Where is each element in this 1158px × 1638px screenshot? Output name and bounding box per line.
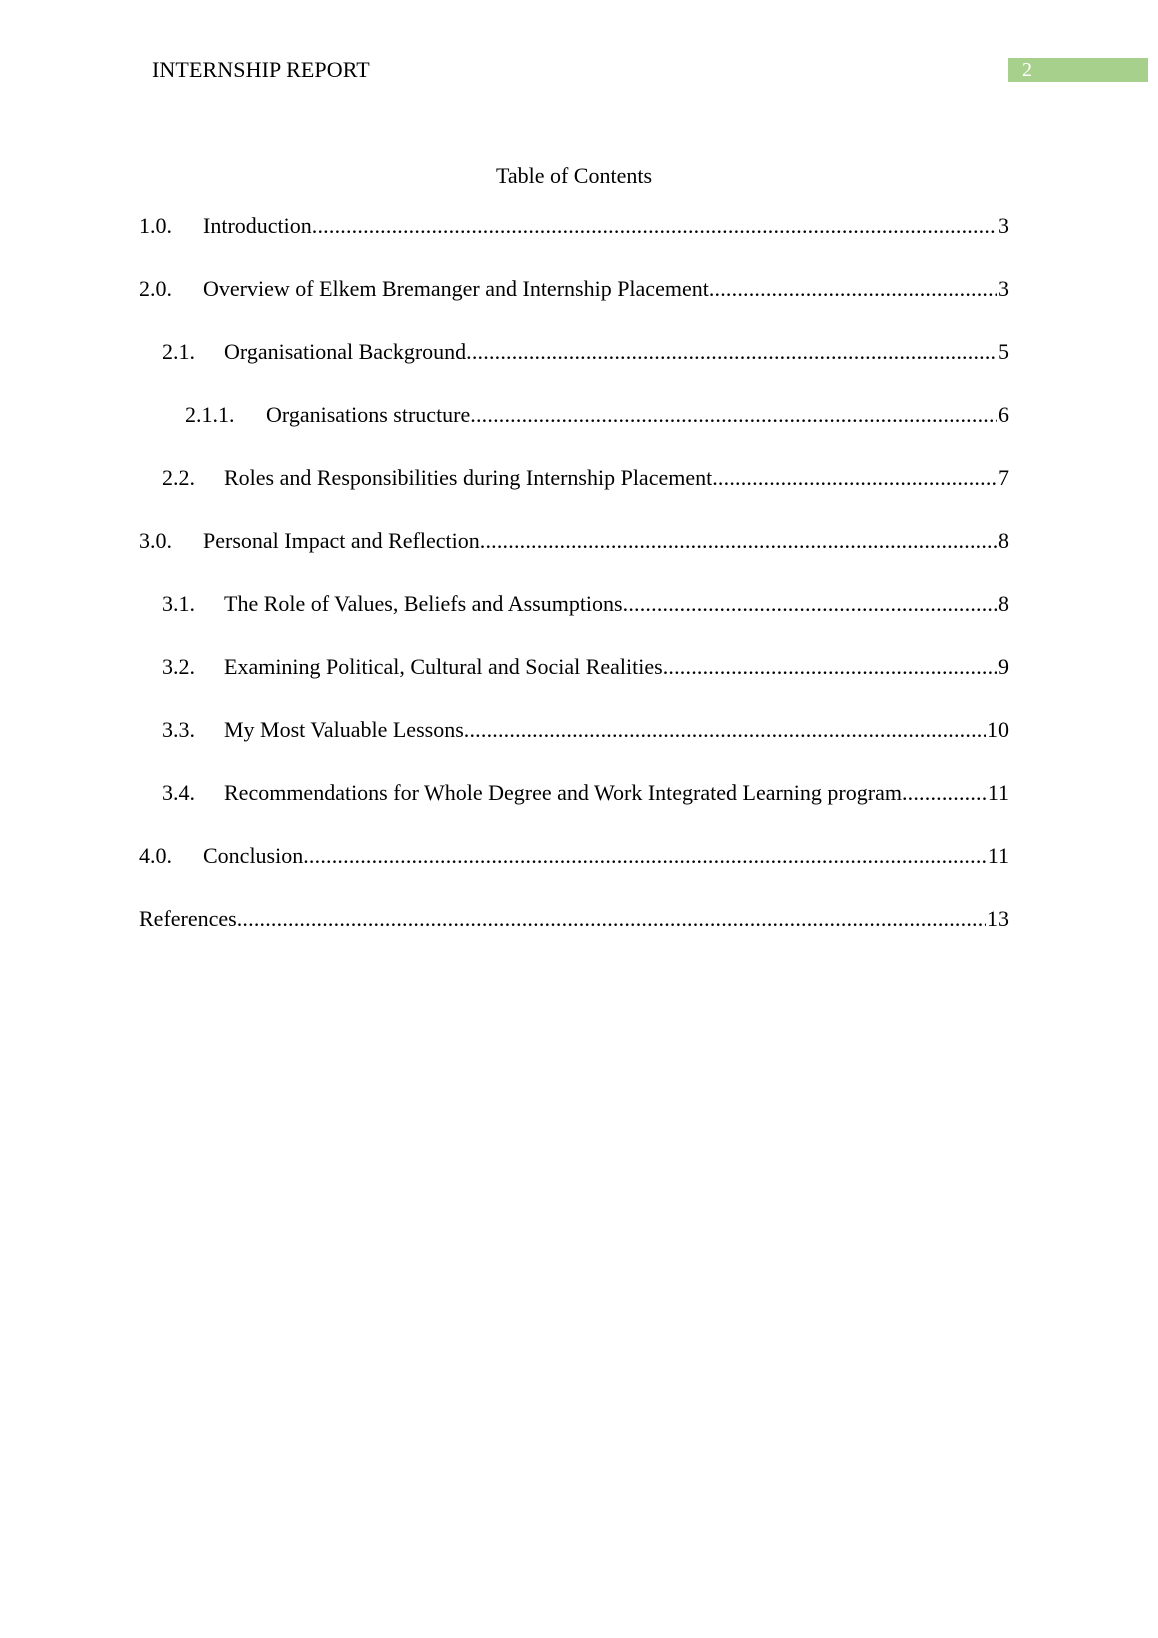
- toc-entry-page: 3: [998, 213, 1009, 238]
- toc-entry-number: 3.4.: [162, 780, 195, 805]
- toc-entry-number: 4.0.: [139, 843, 172, 868]
- toc-entry-recommendations[interactable]: [139, 779, 1009, 842]
- toc-entry-number: 2.1.: [162, 339, 195, 364]
- toc-entry-page: 9: [998, 654, 1009, 679]
- toc-entry-page: 6: [998, 402, 1009, 427]
- toc-entry-label: Organisations structure: [266, 402, 471, 427]
- toc-dot-leader: [464, 716, 986, 744]
- toc-dot-leader: [712, 464, 997, 492]
- toc-dot-leader: [470, 401, 997, 429]
- toc-entry-overview[interactable]: [139, 275, 1009, 338]
- table-of-contents: [139, 212, 1009, 968]
- toc-entry-label: Roles and Responsibilities during Internship Placement: [224, 465, 713, 490]
- toc-dot-leader: [709, 275, 997, 303]
- toc-entry-conclusion[interactable]: [139, 842, 1009, 905]
- toc-entry-number: 1.0.: [139, 213, 172, 238]
- toc-entry-label: Organisational Background: [224, 339, 467, 364]
- toc-entry-number: 2.2.: [162, 465, 195, 490]
- toc-dot-leader: [312, 212, 997, 240]
- toc-entry-number: 3.1.: [162, 591, 195, 616]
- toc-entry-number: 2.0.: [139, 276, 172, 301]
- toc-entry-valuable-lessons[interactable]: [139, 716, 1009, 779]
- toc-entry-label: The Role of Values, Beliefs and Assumptions: [224, 591, 623, 616]
- toc-entry-label: My Most Valuable Lessons: [224, 717, 464, 742]
- toc-entry-page: 11: [987, 843, 1009, 868]
- toc-entry-organisations-structure[interactable]: [139, 401, 1009, 464]
- toc-entry-organisational-background[interactable]: [139, 338, 1009, 401]
- toc-entry-number: 3.3.: [162, 717, 195, 742]
- running-header: INTERNSHIP REPORT: [152, 57, 370, 82]
- toc-entry-page: 7: [998, 465, 1009, 490]
- toc-entry-page: 13: [987, 906, 1009, 931]
- toc-entry-label: Overview of Elkem Bremanger and Internship Placement: [203, 276, 709, 301]
- toc-dot-leader: [237, 905, 986, 933]
- toc-entry-page: 10: [987, 717, 1009, 742]
- toc-entry-political-cultural-social[interactable]: [139, 653, 1009, 716]
- toc-entry-label: Conclusion: [203, 843, 304, 868]
- toc-title: Table of Contents: [495, 163, 653, 188]
- toc-entry-introduction[interactable]: [139, 212, 1009, 275]
- page-number-badge: [1008, 58, 1148, 82]
- toc-dot-leader: [902, 779, 987, 807]
- toc-entry-references[interactable]: [139, 905, 1009, 968]
- page-number: 2: [1022, 59, 1032, 81]
- toc-entry-page: 8: [998, 528, 1009, 553]
- toc-entry-personal-impact[interactable]: [139, 527, 1009, 590]
- toc-entry-number: 2.1.1.: [185, 402, 235, 427]
- toc-entry-label: Introduction: [203, 213, 312, 238]
- toc-entry-label: References: [139, 906, 237, 931]
- toc-entry-label: Examining Political, Cultural and Social Realities: [224, 654, 663, 679]
- toc-entry-label: Personal Impact and Reflection: [203, 528, 480, 553]
- toc-entry-number: 3.2.: [162, 654, 195, 679]
- toc-dot-leader: [303, 842, 987, 870]
- toc-entry-number: 3.0.: [139, 528, 172, 553]
- toc-entry-page: 8: [998, 591, 1009, 616]
- toc-dot-leader: [466, 338, 997, 366]
- toc-dot-leader: [623, 590, 997, 618]
- toc-entry-page: 11: [987, 780, 1009, 805]
- toc-dot-leader: [480, 527, 997, 555]
- toc-entry-label: Recommendations for Whole Degree and Work Integrated Learning program: [224, 780, 902, 805]
- toc-entry-page: 5: [998, 339, 1009, 364]
- toc-entry-roles-responsibilities[interactable]: [139, 464, 1009, 527]
- toc-entry-values-beliefs[interactable]: [139, 590, 1009, 653]
- toc-dot-leader: [663, 653, 997, 681]
- toc-entry-page: 3: [998, 276, 1009, 301]
